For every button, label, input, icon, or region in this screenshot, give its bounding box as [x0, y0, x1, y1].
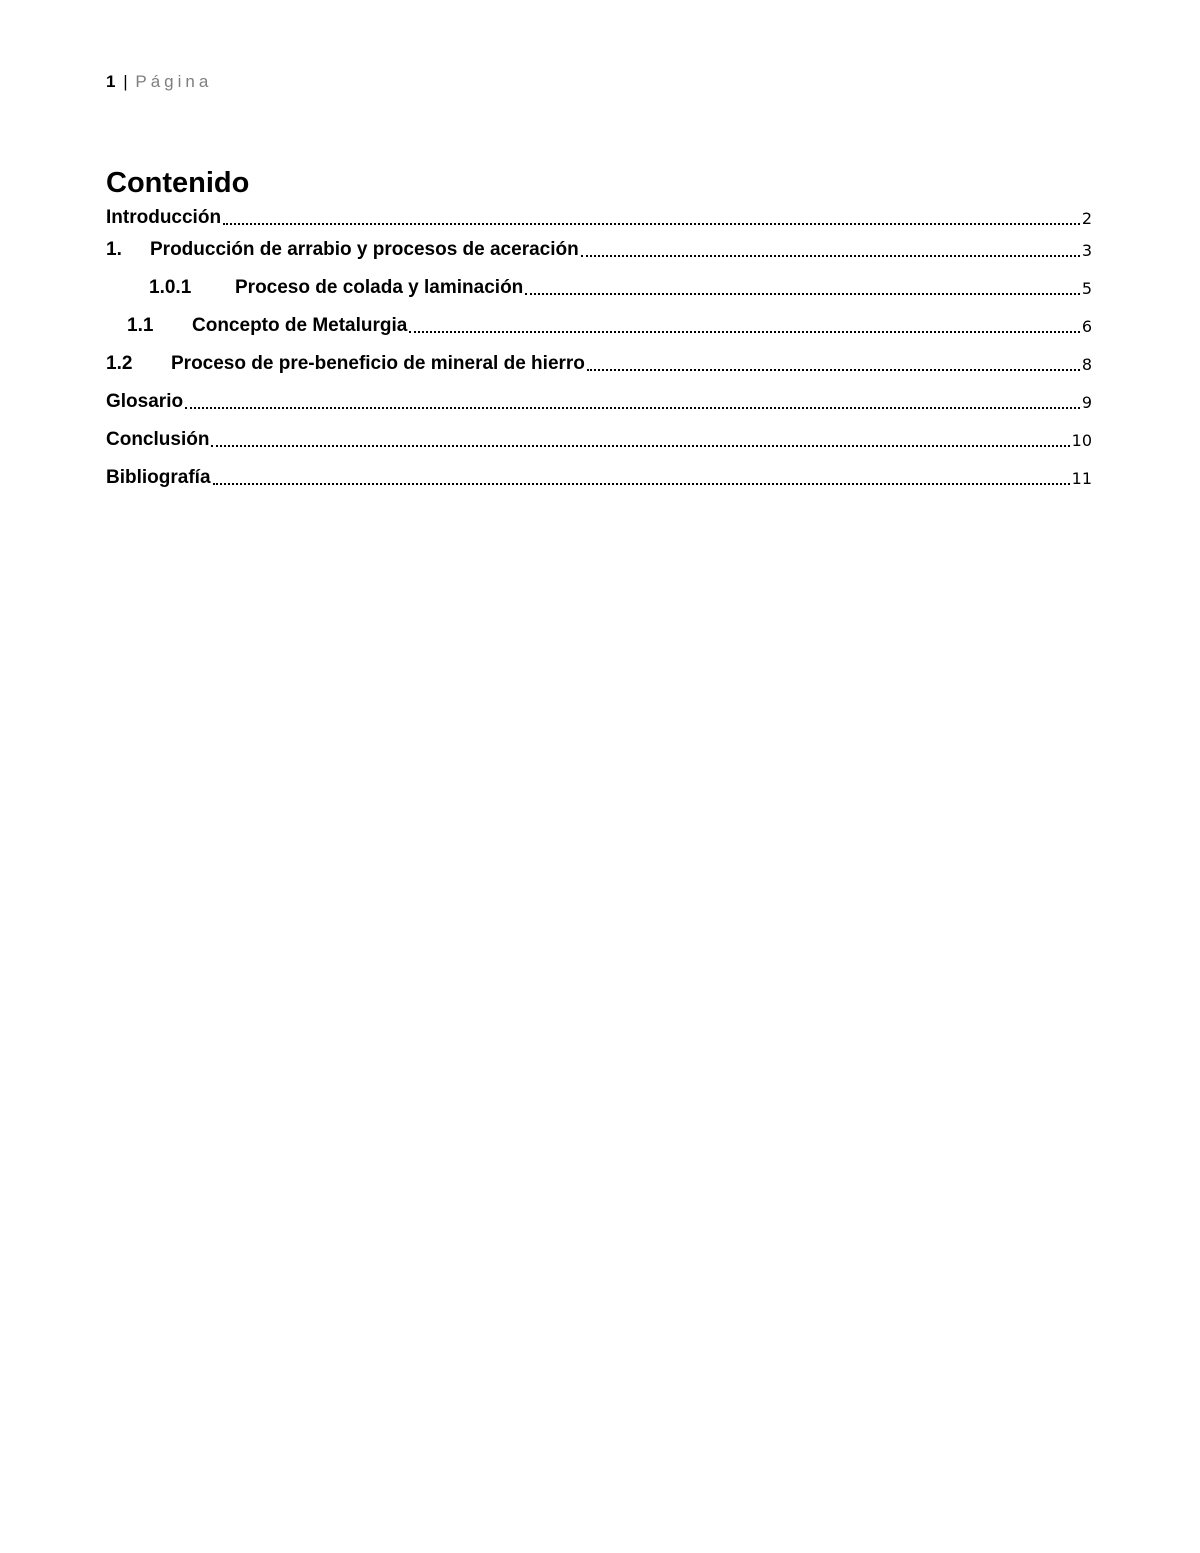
- toc-dot-leader: [185, 392, 1080, 412]
- toc-entry-page: 9: [1081, 392, 1092, 412]
- toc-entry-text: Glosario: [106, 391, 184, 412]
- toc-entry-text: Conclusión: [106, 429, 210, 450]
- toc-title: Contenido: [106, 167, 250, 199]
- toc-entry-page: 10: [1071, 430, 1092, 450]
- toc-entry-number: 1.2: [106, 353, 133, 374]
- page-header: [106, 72, 212, 92]
- toc-entry-produccion-arrabio[interactable]: [106, 231, 1092, 269]
- toc-entry-pre-beneficio[interactable]: [106, 345, 1092, 383]
- toc-dot-leader: [581, 240, 1080, 260]
- toc-entry-text: Proceso de pre-beneficio de mineral de hierro: [171, 353, 585, 374]
- toc-entry-page: 2: [1081, 208, 1092, 228]
- toc-dot-leader: [409, 316, 1079, 336]
- toc-entry-number: 1.1: [127, 315, 154, 336]
- toc-entry-page: 11: [1071, 468, 1092, 488]
- toc-entry-glosario[interactable]: [106, 383, 1092, 421]
- toc-entry-page: 3: [1081, 240, 1092, 260]
- toc-entry-text: Concepto de Metalurgia: [192, 315, 408, 336]
- toc-dot-leader: [587, 354, 1080, 374]
- toc-entry-text: Introducción: [106, 207, 222, 228]
- toc-entry-bibliografia[interactable]: [106, 459, 1092, 497]
- toc-entry-metalurgia[interactable]: [106, 307, 1092, 345]
- toc-entry-colada-laminacion[interactable]: [106, 269, 1092, 307]
- toc-entry-page: 6: [1081, 316, 1092, 336]
- toc-entry-introduccion[interactable]: [106, 205, 1092, 231]
- toc-entry-page: 8: [1081, 354, 1092, 374]
- toc-entry-text: Proceso de colada y laminación: [235, 277, 524, 298]
- table-of-contents: [106, 205, 1092, 497]
- toc-entry-conclusion[interactable]: [106, 421, 1092, 459]
- toc-dot-leader: [223, 208, 1080, 228]
- toc-dot-leader: [525, 278, 1080, 298]
- header-separator: |: [123, 72, 128, 91]
- toc-dot-leader: [211, 430, 1069, 450]
- toc-entry-text: Bibliografía: [106, 467, 211, 488]
- toc-entry-number: 1.: [106, 239, 122, 260]
- toc-entry-page: 5: [1081, 278, 1092, 298]
- toc-entry-number: 1.0.1: [149, 277, 192, 298]
- header-page-number: 1: [106, 72, 116, 91]
- header-page-word: Página: [135, 72, 213, 91]
- toc-entry-text: Producción de arrabio y procesos de aceración: [150, 239, 579, 260]
- toc-dot-leader: [213, 468, 1070, 488]
